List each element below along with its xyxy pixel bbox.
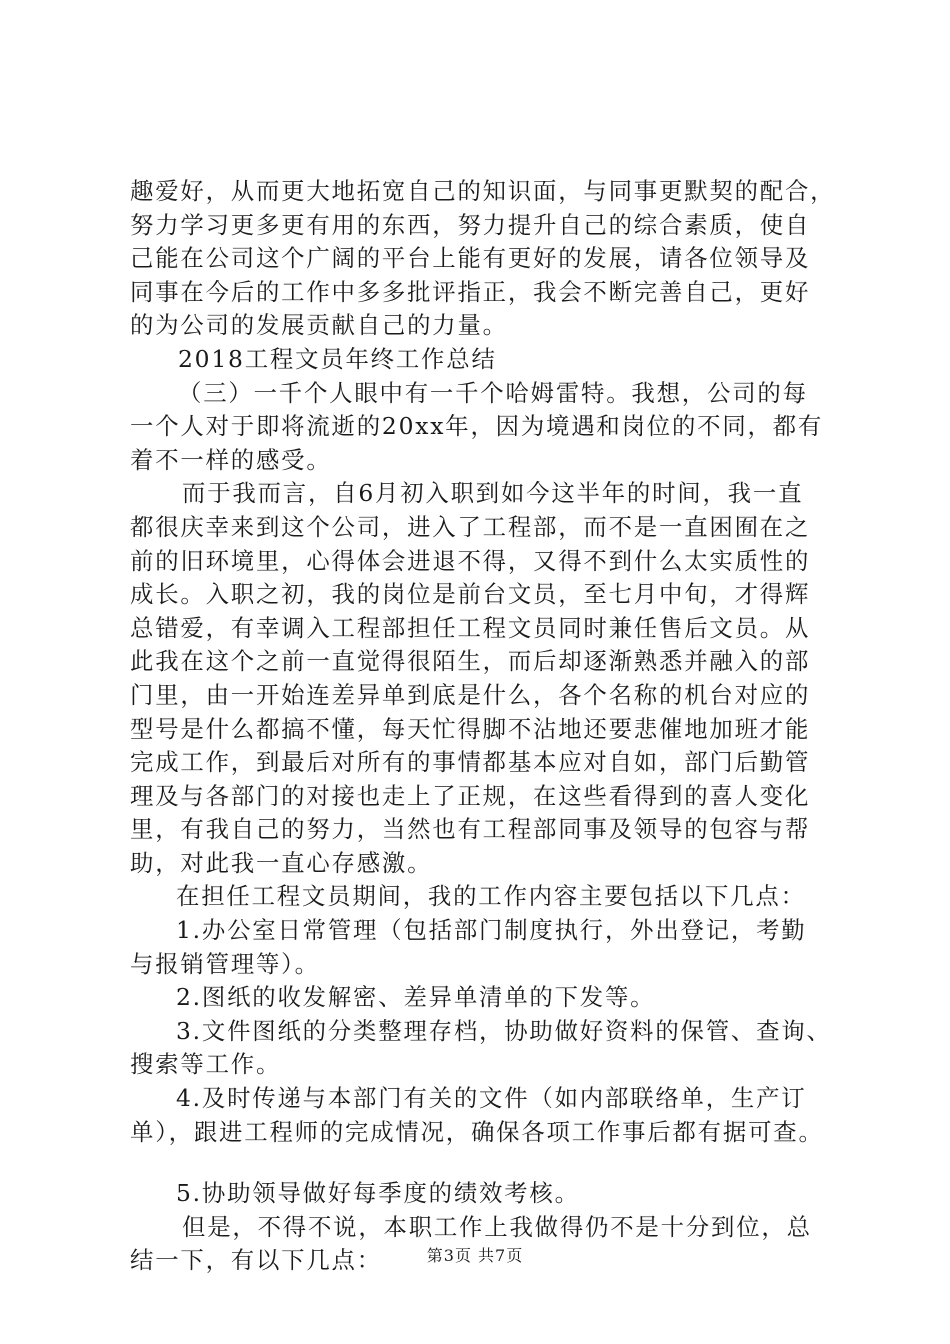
text-line: 单），跟进工程师的完成情况，确保各项工作事后都有据可查。 — [130, 1117, 824, 1146]
text-line: 里，有我自己的努力，当然也有工程部同事及领导的包容与帮 — [130, 815, 811, 844]
list-item: 1.办公室日常管理（包括部门制度执行，外出登记，考勤 — [176, 916, 807, 945]
text-line: 着不一样的感受。 — [130, 445, 332, 474]
text-line: 努力学习更多更有用的东西，努力提升自己的综合素质，使自 — [130, 210, 811, 239]
text-line: 都很庆幸来到这个公司，进入了工程部，而不是一直困囿在之 — [130, 512, 811, 541]
text-line: 前的旧环境里，心得体会进退不得，又得不到什么太实质性的 — [130, 546, 811, 575]
list-item: 3.文件图纸的分类整理存档，协助做好资料的保管、查询、 — [176, 1016, 832, 1045]
text-line: 与报销管理等）。 — [130, 949, 320, 978]
text-line: 型号是什么都搞不懂，每天忙得脚不沾地还要悲催地加班才能 — [130, 714, 811, 743]
text-line: 同事在今后的工作中多多批评指正，我会不断完善自己，更好 — [130, 277, 811, 306]
text-line: 门里，由一开始连差异单到底是什么，各个名称的机台对应的 — [130, 680, 811, 709]
text-line: 趣爱好，从而更大地拓宽自己的知识面，与同事更默契的配合， — [130, 177, 836, 205]
text-line: 己能在公司这个广阔的平台上能有更好的发展，请各位领导及 — [130, 244, 811, 273]
text-line: 但是，不得不说，本职工作上我做得仍不是十分到位，总 — [182, 1212, 812, 1241]
section-title: 2018工程文员年终工作总结 — [178, 344, 497, 373]
text-line: 搜索等工作。 — [130, 1050, 282, 1079]
page-number-footer: 第3页 共7页 — [426, 1246, 524, 1265]
text-line: 此我在这个之前一直觉得很陌生，而后却逐渐熟悉并融入的部 — [130, 647, 811, 676]
body-text — [130, 175, 845, 1278]
text-line: 的为公司的发展贡献自己的力量。 — [130, 311, 508, 340]
text-line: 完成工作，到最后对所有的事情都基本应对自如，部门后勤管 — [130, 748, 811, 777]
paragraph-gap — [130, 1149, 845, 1177]
list-item: 5.协助领导做好每季度的绩效考核。 — [176, 1179, 580, 1208]
text-line: 结一下，有以下几点： — [130, 1246, 382, 1275]
text-line: 在担任工程文员期间，我的工作内容主要包括以下几点： — [176, 882, 806, 911]
list-item: 2.图纸的收发解密、差异单清单的下发等。 — [176, 983, 656, 1012]
text-line: 助，对此我一直心存感激。 — [130, 848, 433, 877]
text-line: 而于我而言，自6月初入职到如今这半年的时间，我一直 — [182, 479, 804, 508]
text-line: （三）一千个人眼中有一千个哈姆雷特。我想，公司的每 — [178, 378, 808, 407]
list-item: 4.及时传递与本部门有关的文件（如内部联络单，生产订 — [176, 1084, 807, 1113]
text-line: 总错爱，有幸调入工程部担任工程文员同时兼任售后文员。从 — [130, 613, 811, 642]
text-line: 成长。入职之初，我的岗位是前台文员，至七月中旬，才得辉 — [130, 580, 811, 609]
text-line: 一个人对于即将流逝的20xx年，因为境遇和岗位的不同，都有 — [130, 412, 824, 441]
text-line: 理及与各部门的对接也走上了正规，在这些看得到的喜人变化 — [130, 781, 811, 810]
